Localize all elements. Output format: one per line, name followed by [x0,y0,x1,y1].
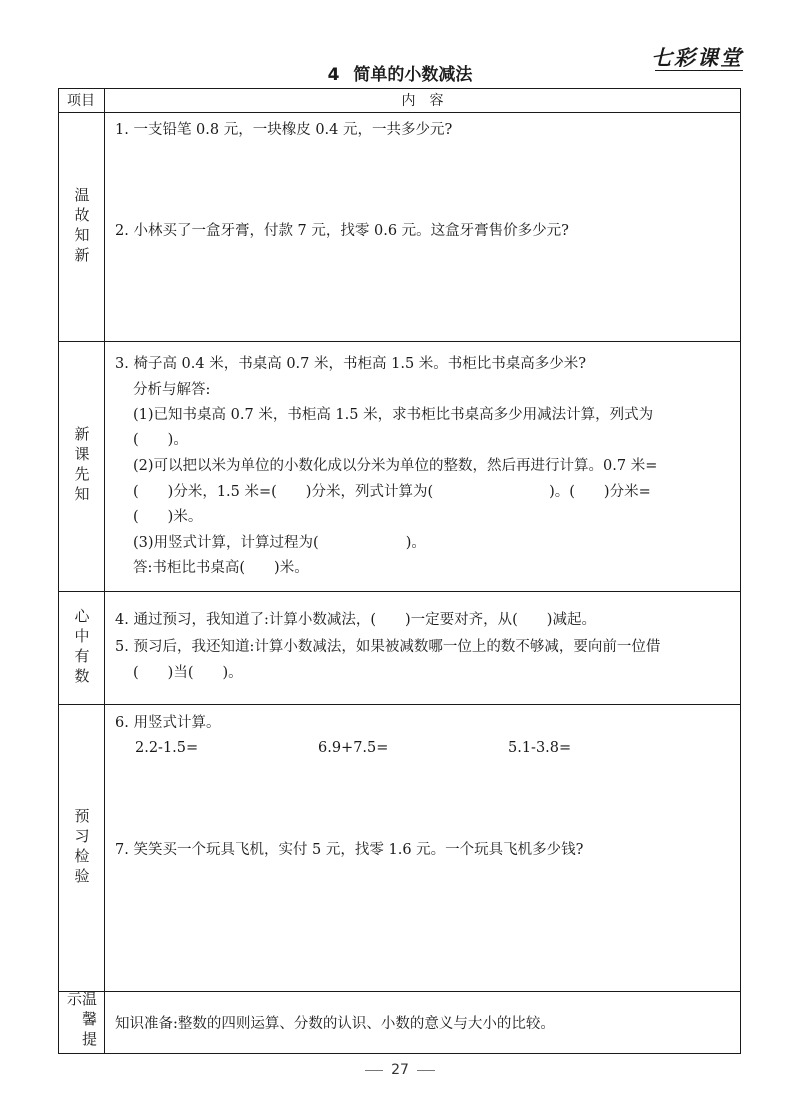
question-7: 7. 笑笑买一个玩具飞机，实付 5 元，找零 1.6 元。一个玩具飞机多少钱? [115,842,584,858]
question-6: 6. 用竖式计算。 [115,715,221,731]
expression-1: 2.2-1.5= [135,740,199,756]
column-divider [104,88,105,1054]
analysis-step-1: (1)已知书桌高 0.7 米，书柜高 1.5 米，求书柜比书桌高多少用减法计算，列式为 [133,407,654,423]
header-content: 内 容 [401,93,444,109]
answer-line: 答:书柜比书桌高( )米。 [133,560,309,576]
expression-2: 6.9+7.5= [318,740,389,756]
analysis-step-2: (2)可以把以米为单位的小数化成以分米为单位的整数，然后再进行计算。0.7 米= [133,458,658,474]
section-label-preview-check: 预习检验 [72,807,91,888]
analysis-heading: 分析与解答: [133,382,211,398]
page-number: 27 [391,1062,409,1078]
page-title [0,60,800,85]
analysis-step-2-end: ( )米。 [133,509,203,525]
analysis-step-1-blank: ( )。 [133,432,188,448]
question-5: 5. 预习后，我还知道:计算小数减法，如果被减数哪一位上的数不够减，要向前一位借 [115,639,661,655]
section-label-new-lesson: 新课先知 [72,426,91,506]
row-divider [58,591,741,592]
lesson-title: 简单的小数减法 [353,65,473,85]
header-divider [58,112,741,113]
row-divider [58,341,741,342]
row-divider [58,704,741,705]
question-2: 2. 小林买了一盒牙膏，付款 7 元，找零 0.6 元。这盒牙膏售价多少元? [115,223,569,239]
section-label-review: 温故知新 [72,186,91,267]
section-label-in-mind: 心中有数 [72,607,91,688]
section-label-tips: 温馨提示 [65,991,98,1051]
tips-text: 知识准备:整数的四则运算、分数的认识、小数的意义与大小的比较。 [115,1016,555,1032]
header-item: 项目 [67,93,95,109]
brand-logo: 七彩课堂 [651,46,743,70]
expression-3: 5.1-3.8= [508,740,572,756]
row-divider [58,991,741,992]
analysis-step-3: (3)用竖式计算，计算过程为( )。 [133,535,426,551]
question-5-cont: ( )当( )。 [133,665,243,681]
page-footer [0,1062,800,1078]
analysis-step-2-cont: ( )分米，1.5 米=( )分米，列式计算为( )。( )分米= [133,484,651,500]
question-3: 3. 椅子高 0.4 米，书桌高 0.7 米，书柜高 1.5 米。书柜比书桌高多少米? [115,356,587,372]
question-1: 1. 一支铅笔 0.8 元，一块橡皮 0.4 元，一共多少元? [115,122,453,138]
lesson-number: 4 [327,65,340,85]
question-4: 4. 通过预习，我知道了:计算小数减法，( )一定要对齐，从( )减起。 [115,612,596,628]
